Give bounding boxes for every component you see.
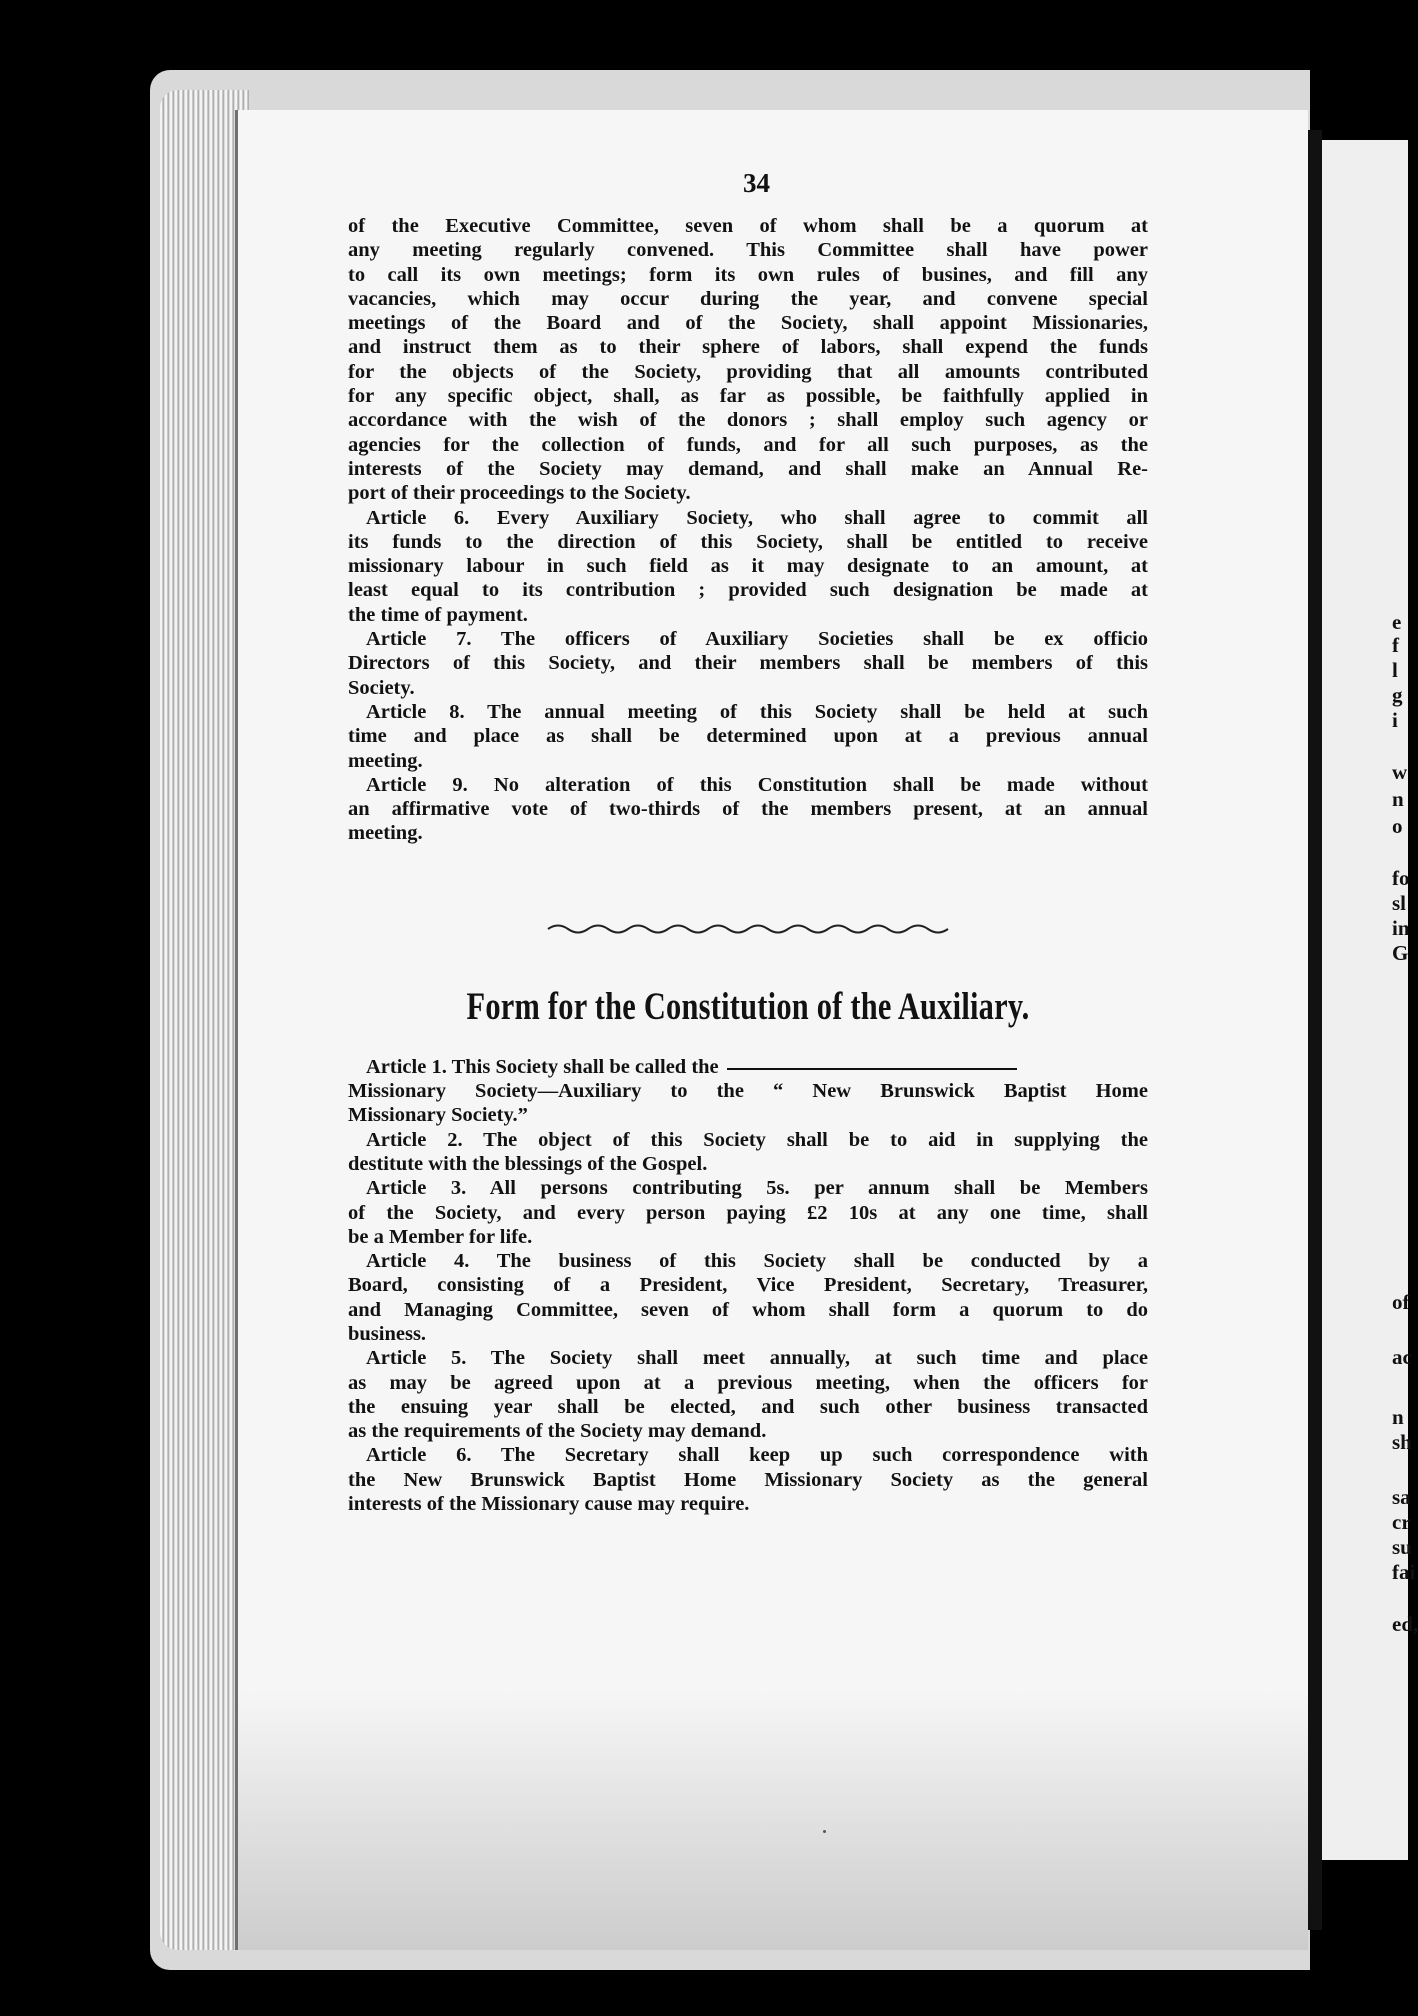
facing-text-fragment: ac xyxy=(1392,1345,1412,1369)
text-line: Society. xyxy=(348,676,415,699)
text-line: missionary labour in such field as it may designate to an amount, at xyxy=(348,555,1148,578)
text-line: to call its own meetings; form its own rules of busines, and fill any xyxy=(348,263,1148,286)
text-line: vacancies, which may occur during the year, and convene special xyxy=(348,287,1148,310)
wavy-divider xyxy=(548,922,948,936)
facing-page xyxy=(1322,140,1408,1860)
text-line: the time of payment. xyxy=(348,603,528,626)
text-line: of the Society, and every person paying £2 10s at any one time, shall xyxy=(348,1201,1148,1224)
text-line: meeting. xyxy=(348,749,423,772)
text-line: any meeting regularly convened. This Committee shall have power xyxy=(348,239,1148,262)
wavy-rule-icon xyxy=(548,922,948,936)
facing-text-fragment: fai xyxy=(1392,1560,1416,1584)
facing-text-fragment: n xyxy=(1392,1405,1404,1429)
facing-text-fragment: ed, xyxy=(1392,1612,1418,1636)
facing-text-fragment: su xyxy=(1392,1535,1412,1559)
text-line: Missionary Society—Auxiliary to the “ New Brunswick Baptist Home xyxy=(348,1080,1148,1103)
text-line: destitute with the blessings of the Gospel. xyxy=(348,1152,708,1175)
facing-text-fragment: fo xyxy=(1392,866,1410,890)
auxiliary-form-articles xyxy=(348,1055,1148,1517)
article-6-line: Article 6. The Secretary shall keep up such correspondence with xyxy=(366,1444,1148,1467)
facing-text-fragment: o xyxy=(1392,814,1403,838)
text-line: Directors of this Society, and their members shall be members of this xyxy=(348,652,1148,675)
facing-text-fragment: f xyxy=(1392,633,1399,657)
facing-text-fragment: w xyxy=(1392,760,1408,784)
text-line: accordance with the wish of the donors ; shall employ such agency or xyxy=(348,409,1148,432)
text-line: port of their proceedings to the Society. xyxy=(348,482,691,505)
page-body xyxy=(348,214,1148,1516)
article-6-line: Article 6. Every Auxiliary Society, who shall agree to commit all xyxy=(366,506,1148,529)
facing-text-fragment: sl xyxy=(1392,891,1407,915)
article-8-line: Article 8. The annual meeting of this Society shall be held at such xyxy=(366,700,1148,723)
facing-text-fragment: in xyxy=(1392,916,1410,940)
text-line: and instruct them as to their sphere of labors, shall expend the funds xyxy=(348,336,1148,359)
book-page xyxy=(235,110,1308,1950)
article-7-line: Article 7. The officers of Auxiliary Societies shall be ex officio xyxy=(366,628,1148,651)
text-line: for the objects of the Society, providing that all amounts contributed xyxy=(348,360,1148,383)
article-5-line: Article 5. The Society shall meet annually, at such time and place xyxy=(366,1347,1148,1370)
text-line: be a Member for life. xyxy=(348,1225,533,1248)
text-line: meetings of the Board and of the Society, shall appoint Missionaries, xyxy=(348,312,1148,335)
facing-text-fragment: of xyxy=(1392,1290,1410,1314)
facing-text-fragment: i xyxy=(1392,708,1398,732)
form-heading: Form for the Constitution of the Auxiliary. xyxy=(466,984,1030,1028)
text-line: least equal to its contribution ; provided such designation be made at xyxy=(348,579,1148,602)
page-number: 34 xyxy=(743,168,770,198)
facing-text-fragment: G xyxy=(1392,941,1409,965)
text-line: business. xyxy=(348,1322,427,1345)
text-line: interests of the Society may demand, and shall make an Annual Re- xyxy=(348,457,1148,480)
text-line: of the Executive Committee, seven of whom shall be a quorum at xyxy=(348,215,1148,237)
facing-text-fragment: sa xyxy=(1392,1485,1411,1509)
article-4-line: Article 4. The business of this Society shall be conducted by a xyxy=(366,1250,1148,1273)
text-line: Board, consisting of a President, Vice President, Secretary, Treasurer, xyxy=(348,1274,1148,1297)
constitution-articles xyxy=(348,214,1148,846)
text-line: an affirmative vote of two-thirds of the members present, at an annual xyxy=(348,798,1148,821)
text-line: its funds to the direction of this Society, shall be entitled to receive xyxy=(348,530,1148,553)
text-line: for any specific object, shall, as far as possible, be faithfully applied in xyxy=(348,385,1148,408)
facing-text-fragment: l xyxy=(1392,658,1398,682)
text-line: Article 1. This Society shall be called the xyxy=(366,1055,719,1078)
text-line: Missionary Society.” xyxy=(348,1104,528,1127)
page-shadow xyxy=(238,1690,1308,1950)
text-line: and Managing Committee, seven of whom shall form a quorum to do xyxy=(348,1298,1148,1321)
article-2-line: Article 2. The object of this Society shall be to aid in supplying the xyxy=(366,1128,1148,1151)
article-1-line xyxy=(348,1055,1148,1079)
article-3-line: Article 3. All persons contributing 5s. per annum shall be Members xyxy=(366,1177,1148,1200)
article-9-line: Article 9. No alteration of this Constitution shall be made without xyxy=(366,773,1148,796)
text-line: as the requirements of the Society may demand. xyxy=(348,1420,767,1443)
facing-text-fragment: g xyxy=(1392,683,1403,707)
text-line: agencies for the collection of funds, and for all such purposes, as the xyxy=(348,433,1148,456)
text-line: meeting. xyxy=(348,822,423,845)
facing-text-fragment: cr xyxy=(1392,1510,1411,1534)
text-line: interests of the Missionary cause may require. xyxy=(348,1493,750,1516)
text-line: the ensuing year shall be elected, and such other business transacted xyxy=(348,1395,1148,1418)
text-line: time and place as shall be determined upon at a previous annual xyxy=(348,725,1148,748)
text-line: as may be agreed upon at a previous meeting, when the officers for xyxy=(348,1371,1148,1394)
facing-text-fragment: n xyxy=(1392,787,1404,811)
text-line: the New Brunswick Baptist Home Missionary Society as the general xyxy=(348,1468,1148,1491)
facing-text-fragment: sh xyxy=(1392,1430,1412,1454)
facing-text-fragment: e xyxy=(1392,610,1402,634)
blank-fill-line xyxy=(727,1067,1017,1070)
